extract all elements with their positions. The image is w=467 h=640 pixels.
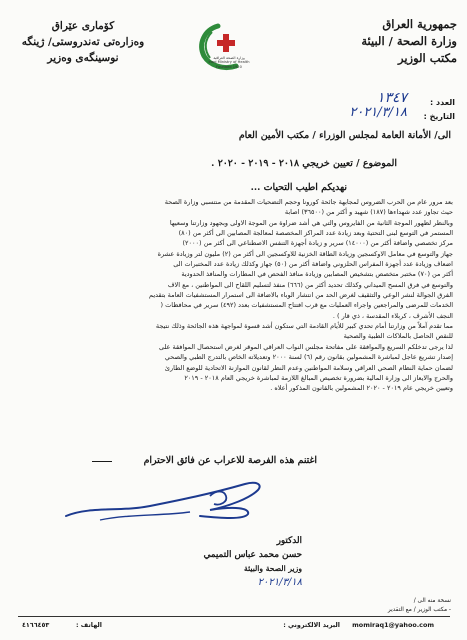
body-line: النجف الأشرف ، كربلاء المقدسة ، ذي قار ) . [332, 311, 453, 320]
body-line: لضمان حماية النظام الصحي العراقي وسلامة المواطنين وعدم النظر لقانون الموازنة الاتحادية للوضع الطارئ [164, 363, 453, 372]
body-line: جهاز والتوسع في معامل الاوكسجين وزيادة الطاقة الخزنية للاوكسجين الى أكثر من (٢) مليون لتر وزيادة عشرة [157, 249, 453, 258]
logo-caption [198, 56, 260, 69]
ministry-logo [190, 20, 270, 80]
letterhead-line: وزارة الصحة / البيئة [361, 34, 457, 48]
signer-name: حسن محمد عباس التميمي [203, 549, 302, 560]
body-line: لذا يرجى تدخلكم السريع والموافقة على مفاتحة مجلس النواب العراقي الموقر لغرض استحصال الموافقة على [158, 342, 453, 351]
body-line: والتوسع في فرق المسح الميداني وكذلك تحديد أكثر من (٦٦٦) منفذ لتسليم اللقاح الى المواطنين ، مع الاف [167, 280, 453, 289]
addressee: الى/ الأمانة العامة لمجلس الوزراء / مكتب الأمين العام [238, 130, 451, 141]
number-label: العدد : [430, 98, 455, 107]
footer-divider [18, 616, 450, 617]
logo-caption-line: Iraqi Ministry of Health [208, 60, 250, 65]
subject: الموضوع / تعيين خريجي ٢٠١٨ - ٢٠١٩ - ٢٠٢٠ . [211, 158, 397, 169]
letterhead-kurdish [8, 18, 158, 66]
body-line: والحرج والايعاز الى وزارة المالية بضرورة تخصيص المبالغ اللازمة لمباشرة خريجي العام ٢٠١٨ - ٢٠١٩ [184, 373, 453, 382]
cc-block [331, 597, 451, 615]
body-line: أكثر من (٧٠) مختبر متخصص بتشخيص المصابين وزيادة منافذ الفحص في المطارات والمنافذ الحدودية [181, 270, 453, 279]
cc-item: - مكتب الوزير / مع التقدير [387, 607, 451, 613]
closing-line: اغتنم هذه الفرصة للاعراب عن فائق الاحترام [143, 455, 317, 466]
body-line: حيث تجاوز عدد شهداءها (١٨٧) شهيد و أكثر من (٣٦٥٠٠) اصابة [284, 208, 453, 217]
body-line: المستمر في التوسع لبنى التحتية وبعد زيادة عدد المراكز المخصصة لمعالجة المصابين الى أكثر من (٨٠) [178, 229, 453, 238]
body-line: وبالنظر لظهور الموجة الثانية من الفايروس والتي هي أشد ضراوة من الموجة الاولى وبجهود وزارتنا وسعيها [169, 218, 453, 227]
signer-title: الدكتور [276, 536, 302, 546]
cc-heading: نسخة منه الى / [413, 598, 451, 604]
logo-caption-line: Founded 1920 [216, 64, 242, 69]
logo-caption-line: وزارة الصحة العراقية [213, 56, 245, 60]
letterhead-arabic [307, 16, 457, 67]
signature-scribble [60, 476, 270, 536]
letterhead-line: مكتب الوزير [397, 51, 457, 65]
body-line: مركز تخصصي واضافة أكثر من (١٤٠٠٠) سرير و زيادة أجهزة التنفس الاصطناعي الى أكثر من (٢٠٠٠) [182, 239, 453, 248]
phone-label: الهاتف : [76, 621, 102, 629]
phone-number: ٤١٦٦٤٥٣ [22, 621, 50, 629]
letterhead-line: جمهورية العراق [382, 17, 457, 31]
letterhead-line: كۆماری عێراق [51, 20, 115, 32]
body-line: اضعاف وزيادة عدد أجهزة المفراس الحلزوني واضافة أكثر من (٥٠) جهاز وكذلك زيادة عدد المختبرات الى [173, 260, 453, 269]
body-line: للنقص الحاصل بالملاكات الطبية والصحية [343, 332, 453, 341]
greeting: نهديكم اطيب التحيات ... [250, 182, 347, 193]
letter-body [13, 197, 453, 394]
footer [18, 619, 450, 633]
letterhead-line: وەزارەتی تەندروستی/ ژینگە [21, 36, 145, 48]
number-value: ١٣٤٧ [376, 90, 407, 106]
body-line: بعد مرور عام من الحرب الضروس لمجابهة جائحة كورونا وحجم التضحيات المقدمة من منتسبي وزارة الصحة [164, 198, 453, 206]
body-line: إصدار تشريع عاجل لمباشرة المشمولين بقانون رقم (٦) لسنة ٢٠٠٠ وتعديلاته الخاص بالتدرج الطبي والصحي [164, 353, 453, 362]
body-line: وتعيين خريجي عام ٢٠١٩ - ٢٠٢٠ المشمولين بالقانون المذكور أعلاه . [270, 384, 453, 393]
signer-block [142, 535, 302, 589]
date-label: التاريخ : [423, 112, 455, 121]
letterhead-line: نوسینگەی وەزیر [47, 52, 119, 64]
email-label: البريد الالكتروني : [283, 621, 340, 629]
signer-date: ٢٠٢١/٣/١٨ [257, 576, 302, 588]
body-line: الخدمات للمرضى والمراجعين واجراء العمليات مع قرب افتتاح المستشفيات بعدد (٤٩٢) سرير في محافظات ( [160, 301, 453, 310]
signer-position: وزير الصحة والبيئة [244, 564, 302, 573]
email-address[interactable]: momiraq1@yahoo.com [352, 621, 434, 629]
date-value: ٢٠٢١/٣/١٨ [349, 105, 407, 120]
closing-dash [92, 461, 112, 462]
body-line: الفرق الجوالة لنشر الوعي والتثقيف لغرض الحد من انتشار الوباء بالاضافة الى استمرار المستشفيات العامة بتقديم [149, 291, 453, 300]
body-line: مما تقدم آملاً من وزارتنا أمام تحدي كبير للأيام القادمة التي ستكون أشد قسوة لمواجهة هذه الجائحة وذلك نتيجة [155, 322, 453, 331]
